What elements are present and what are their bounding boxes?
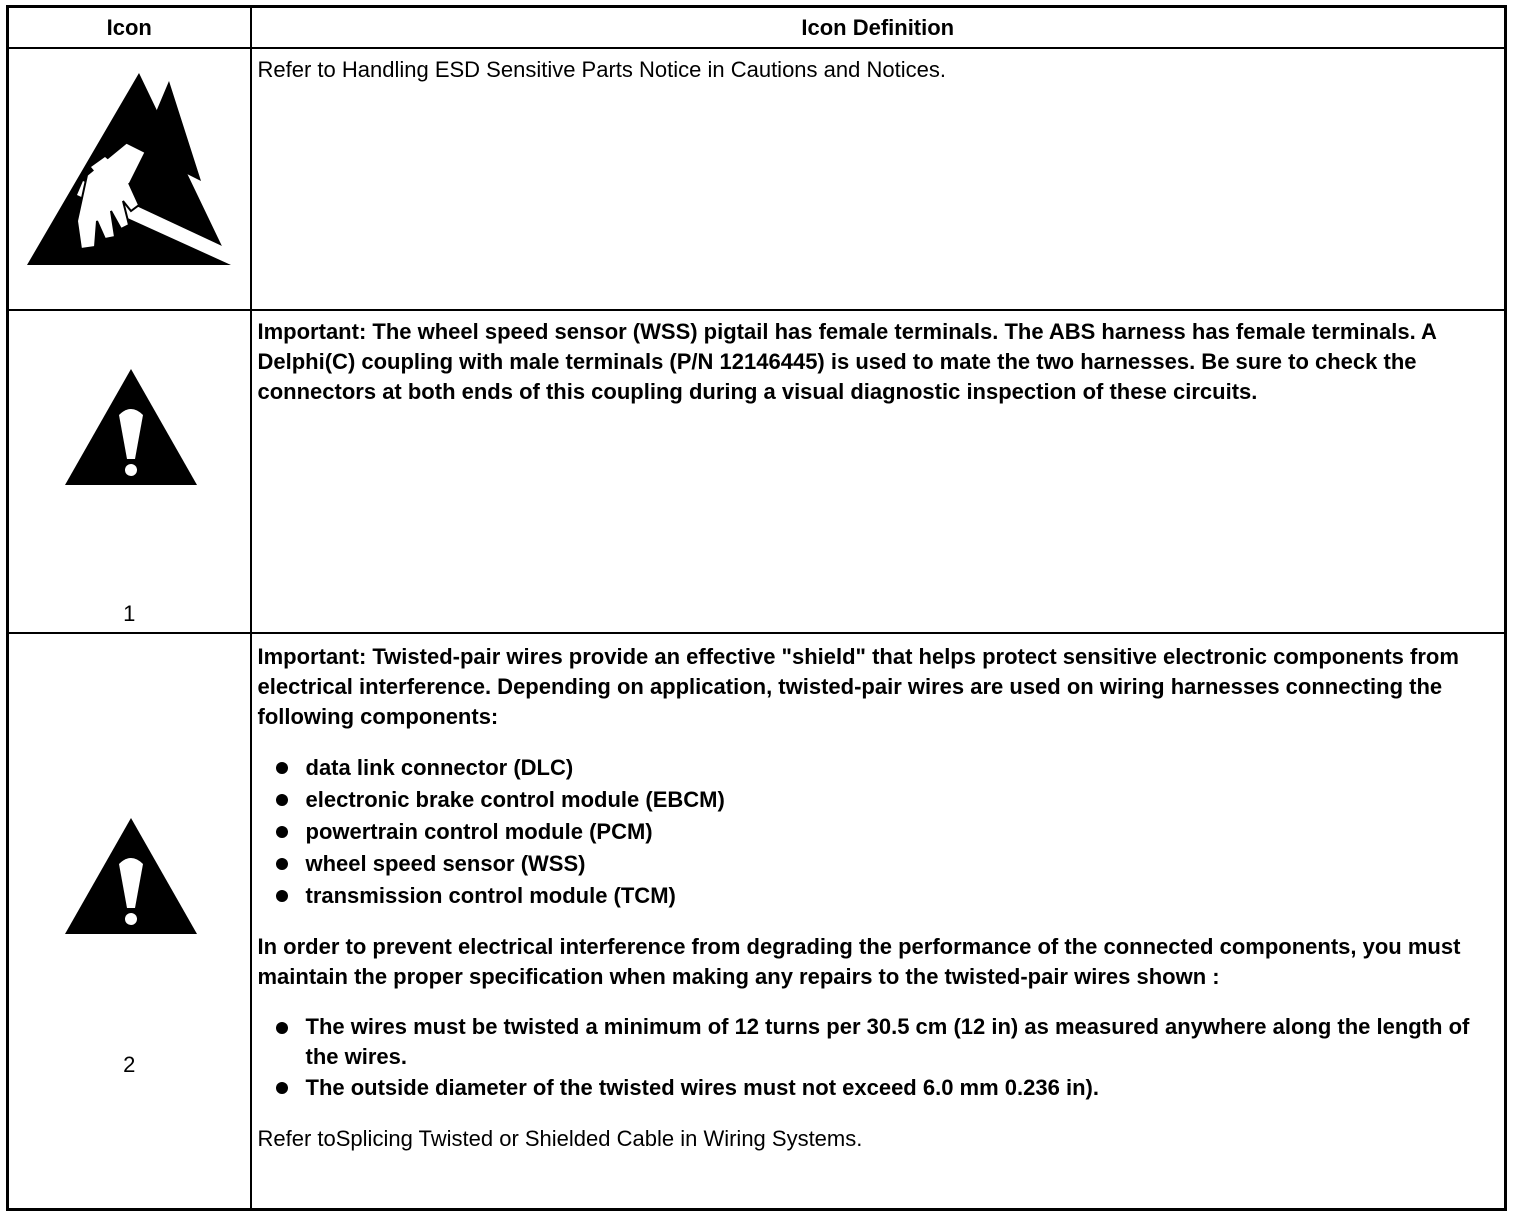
list-item [306,1012,1497,1072]
caution-triangle-icon [63,367,199,487]
component-label: transmission control module (TCM) [305,883,676,908]
component-label: wheel speed sensor (WSS) [305,851,586,876]
definition-cell [251,310,1506,633]
table-row [8,48,1506,310]
bullet-icon [276,826,288,838]
icon-cell [8,633,251,1209]
definition-cell [251,633,1506,1209]
table-row [8,310,1506,633]
table-header-row [8,7,1506,49]
spec-text: The outside diameter of the twisted wires must not exceed 6.0 mm 0.236 in). [305,1075,1099,1100]
list-item [306,848,1497,880]
bullet-icon [276,762,288,774]
bullet-icon [276,858,288,870]
list-item [306,1072,1497,1104]
splicing-reference: Refer toSplicing Twisted or Shielded Cable in Wiring Systems. [257,1126,863,1151]
list-item [306,784,1497,816]
bullet-icon [276,1022,288,1034]
component-label: powertrain control module (PCM) [305,819,653,844]
wss-important-text: Important: The wheel speed sensor (WSS) pigtail has female terminals. The ABS harness has female terminals. A Delphi(C) coupling with male terminals (P/N 12146445) is used to mate the two harnesses. Be sure to check the connectors at both ends of this coupling during a visual diagnostic inspection of these circuits. [257,319,1437,404]
definition-cell [251,48,1506,310]
spec-text: The wires must be twisted a minimum of 12 turns per 30.5 cm (12 in) as measured anywhere along the length of the wires. [305,1014,1470,1069]
icon-cell [8,310,251,633]
interference-text: In order to prevent electrical interference from degrading the performance of the connected components, you must maintain the proper specification when making any repairs to the twisted-pair wires shown : [257,934,1461,989]
icon-definition-table [6,5,1507,1211]
bullet-icon [276,890,288,902]
header-icon: Icon [8,7,251,49]
esd-definition-text: Refer to Handling ESD Sensitive Parts Notice in Cautions and Notices. [257,57,946,82]
icon-number: 1 [123,601,136,626]
icon-cell [8,48,251,310]
twisted-pair-intro: Important: Twisted-pair wires provide an effective "shield" that helps protect sensitive electronic components from electrical interference. Depending on application, twisted-pair wires are used on wiring harnesses connecting the following components: [257,644,1459,729]
list-item [306,816,1497,848]
bullet-icon [276,794,288,806]
specs-list [258,1012,1497,1104]
table-row [8,633,1506,1209]
header-definition: Icon Definition [251,7,1506,49]
component-label: data link connector (DLC) [305,755,574,780]
caution-triangle-icon [63,816,199,936]
icon-number: 2 [123,1052,136,1077]
component-label: electronic brake control module (EBCM) [305,787,725,812]
list-item [306,752,1497,784]
esd-hand-icon [25,71,233,267]
list-item [306,880,1497,912]
bullet-icon [276,1082,288,1094]
components-list [258,752,1497,912]
